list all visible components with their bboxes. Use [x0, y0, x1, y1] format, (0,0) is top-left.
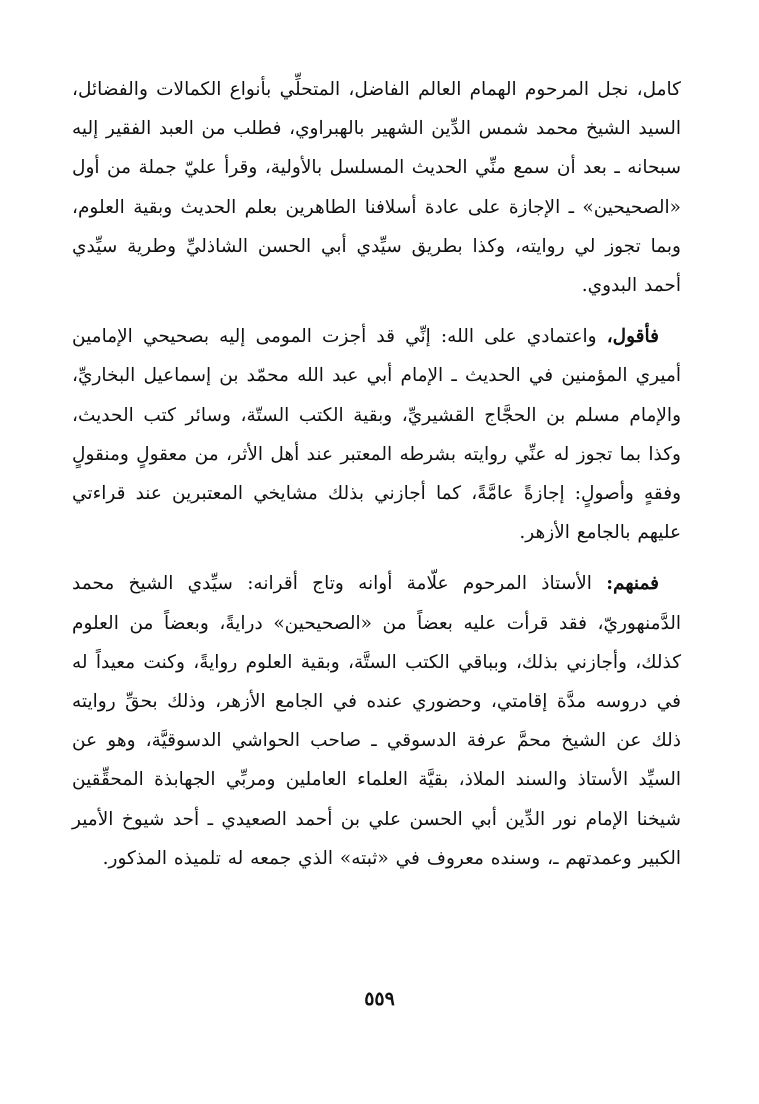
paragraph-fa-minhum	[72, 564, 681, 878]
page-number: ٥٥٩	[364, 988, 395, 1010]
paragraph-continuation	[72, 70, 681, 305]
paragraph-fa-aqul	[72, 317, 681, 552]
paragraph-lead-word: فمنهم:	[606, 573, 659, 595]
paragraph-lead-word: فأقول،	[606, 326, 659, 348]
paragraph-text: الأستاذ المرحوم علّامة أوانه وتاج أقرانه: سيِّدي الشيخ محمد الدَّمنهوريّ، فقد قرأت عليه بعضاً من «الصحيحين» درايةً، وبعضاً من العلوم كذلك، وأجازني بذلك، وبباقي الكتب الستَّة، وبقية العلوم روايةً، وكنت معيداً له في دروسه مدَّة إقامتي، وحضوري عنده في الجامع الأزهر، وذلك بحقِّ روايته ذلك عن الشيخ محمَّ عرفة الدسوقي ـ صاحب الحواشي الدسوقيَّة، وهو عن السيِّد الأستاذ والسند الملاذ، بقيَّة العلماء العاملين ومربِّي الجهابذة المحقِّقين شيخنا الإمام نور الدِّين أبي الحسن علي بن أحمد الصعيدي ـ أحد شيوخ الأمير الكبير وعمدتهم ـ، وسنده معروف في «ثبته» الذي جمعه له تلميذه المذكور.	[72, 573, 681, 869]
paragraph-text: واعتمادي على الله: إنِّي قد أجزت المومى إليه بصحيحي الإمامين أميري المؤمنين في الحديث ـ الإمام أبي عبد الله محمّد بن إسماعيل البخاريِّ، والإمام مسلم بن الحجَّاج القشيريِّ، وبقية الكتب الستّة، وسائر كتب الحديث، وكذا بما تجوز له عنِّي روايته بشرطه المعتبر عند أهل الأثر، من معقولٍ ومنقولٍ وفقهٍ وأصولٍ: إجازةً عامَّةً، كما أجازني بذلك مشايخي المعتبرين عند قراءتي عليهم بالجامع الأزهر.	[72, 326, 682, 544]
body-text	[72, 70, 681, 878]
paragraph-text: كامل، نجل المرحوم الهمام العالم الفاضل، المتحلِّي بأنواع الكمالات والفضائل، السيد الشيخ محمد شمس الدِّين الشهير بالهبراوي، فطلب من العبد الفقير إليه سبحانه ـ بعد أن سمع منِّي الحديث المسلسل بالأولية، وقرأ عليّ جملة من أول «الصحيحين» ـ الإجازة على عادة أسلافنا الطاهرين بعلم الحديث وبقية العلوم، وبما تجوز لي روايته، وكذا بطريق سيِّدي أبي الحسن الشاذليِّ وطرية سيِّدي أحمد البدوي.	[72, 79, 681, 297]
